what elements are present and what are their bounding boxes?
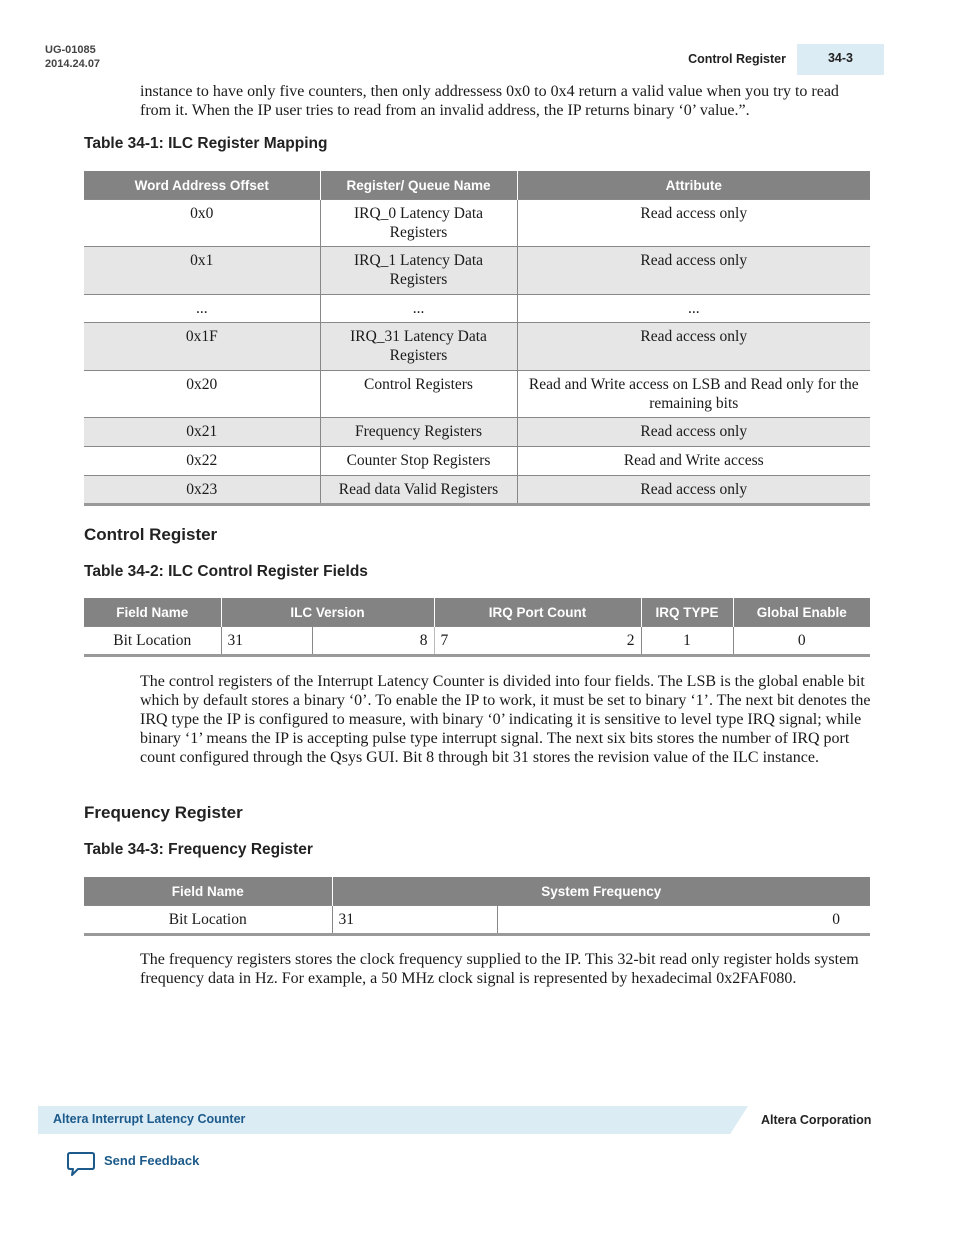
control-register-heading: Control Register [84,525,218,544]
bit-31-cell: 31 [332,906,497,935]
table-row [84,906,870,935]
table-header-row [84,171,870,200]
document-id [45,43,100,71]
column-header: Register/ Queue Name [320,171,517,200]
table-cell: Read and Write access on LSB and Read only for the remaining bits [517,371,870,418]
table-cell: IRQ_1 Latency Data Registers [320,247,517,295]
table-row [84,447,870,476]
bit-8-cell: 8 [312,627,434,656]
header-section-title: Control Register [688,52,786,66]
register-mapping-table [84,171,870,506]
control-register-paragraph-block [140,672,872,767]
table-cell: ... [320,295,517,323]
intro-paragraph-block [140,82,872,120]
table-cell: Frequency Registers [320,418,517,447]
page-number-tab: 34-3 [797,44,884,75]
intro-paragraph: instance to have only five counters, then only addressess 0x0 to 0x4 return a valid value when you try to read from it. When the IP user tries to read from an invalid address, the IP returns binary ‘0’ value.”. [140,83,839,119]
row-label: Bit Location [84,906,332,935]
table1-caption: Table 34-1: ILC Register Mapping [84,135,328,152]
table-cell: 0x0 [84,200,320,247]
table-cell: Control Registers [320,371,517,418]
control-register-fields-table [84,598,870,657]
control-register-paragraph: The control registers of the Interrupt Latency Counter is divided into four fields. The LSB is the global enable bit which by default stores a binary ‘0’. To enable the IP to work, it must be set to binary ‘1’. The next bit denotes the IRQ type the IP is configured to measure, with binary ‘0’ indicating it is sensitive to level type IRQ signal; while binary ‘1’ means the IP is accepting pulse type interrupt signal. The next six bits stores the number of IRQ port count configured through the Qsys GUI. Bit 8 through bit 31 stores the revision value of the ILC instance. [140,673,871,766]
table-cell: Read access only [517,247,870,295]
table-header-row [84,877,870,906]
column-header: Attribute [517,171,870,200]
column-header: System Frequency [332,877,870,906]
table-header-row [84,598,870,627]
table-cell: 0x1F [84,323,320,371]
column-header: IRQ TYPE [641,598,733,627]
table-row [84,247,870,295]
table3-caption: Table 34-3: Frequency Register [84,841,313,858]
frequency-register-heading: Frequency Register [84,803,243,822]
send-feedback-link[interactable]: Send Feedback [104,1153,200,1168]
column-header: Field Name [84,877,332,906]
table-cell: Read access only [517,476,870,505]
table-cell: ... [517,295,870,323]
table-cell: 0x23 [84,476,320,505]
table-cell: Read access only [517,418,870,447]
table-row [84,200,870,247]
table-cell: IRQ_31 Latency Data Registers [320,323,517,371]
bit-31-cell: 31 [221,627,312,656]
bit-2-cell: 2 [538,627,641,656]
footer-company: Altera Corporation [761,1113,872,1127]
speech-bubble-icon[interactable] [66,1150,96,1178]
column-header: Global Enable [733,598,870,627]
table-cell: Read and Write access [517,447,870,476]
column-header: Word Address Offset [84,171,320,200]
table-cell: Read data Valid Registers [320,476,517,505]
table-row [84,295,870,323]
table-row [84,627,870,656]
column-header: IRQ Port Count [434,598,641,627]
table2-caption: Table 34-2: ILC Control Register Fields [84,563,368,580]
table-cell: 0x20 [84,371,320,418]
table-row [84,418,870,447]
table-cell: Read access only [517,200,870,247]
table-row [84,476,870,505]
table-cell: IRQ_0 Latency Data Registers [320,200,517,247]
table-cell: 0x22 [84,447,320,476]
table-cell: Counter Stop Registers [320,447,517,476]
column-header: Field Name [84,598,221,627]
bit-0-cell: 0 [497,906,870,935]
bit-0-cell: 0 [733,627,870,656]
bit-1-cell: 1 [641,627,733,656]
table-row [84,371,870,418]
frequency-register-paragraph-block [140,950,872,988]
column-header: ILC Version [221,598,434,627]
row-label: Bit Location [84,627,221,656]
table-cell: Read access only [517,323,870,371]
doc-date: 2014.24.07 [45,58,101,70]
frequency-register-table [84,877,870,936]
bit-7-cell: 7 [434,627,538,656]
table-cell: 0x21 [84,418,320,447]
table-cell: 0x1 [84,247,320,295]
footer-document-title[interactable]: Altera Interrupt Latency Counter [53,1112,246,1126]
doc-number: UG-01085 [45,44,96,56]
table-row [84,323,870,371]
frequency-register-paragraph: The frequency registers stores the clock frequency supplied to the IP. This 32-bit read only register holds system frequency data in Hz. For example, a 50 MHz clock signal is represented by hexadecimal 0x2FAF080. [140,951,859,987]
table-cell: ... [84,295,320,323]
